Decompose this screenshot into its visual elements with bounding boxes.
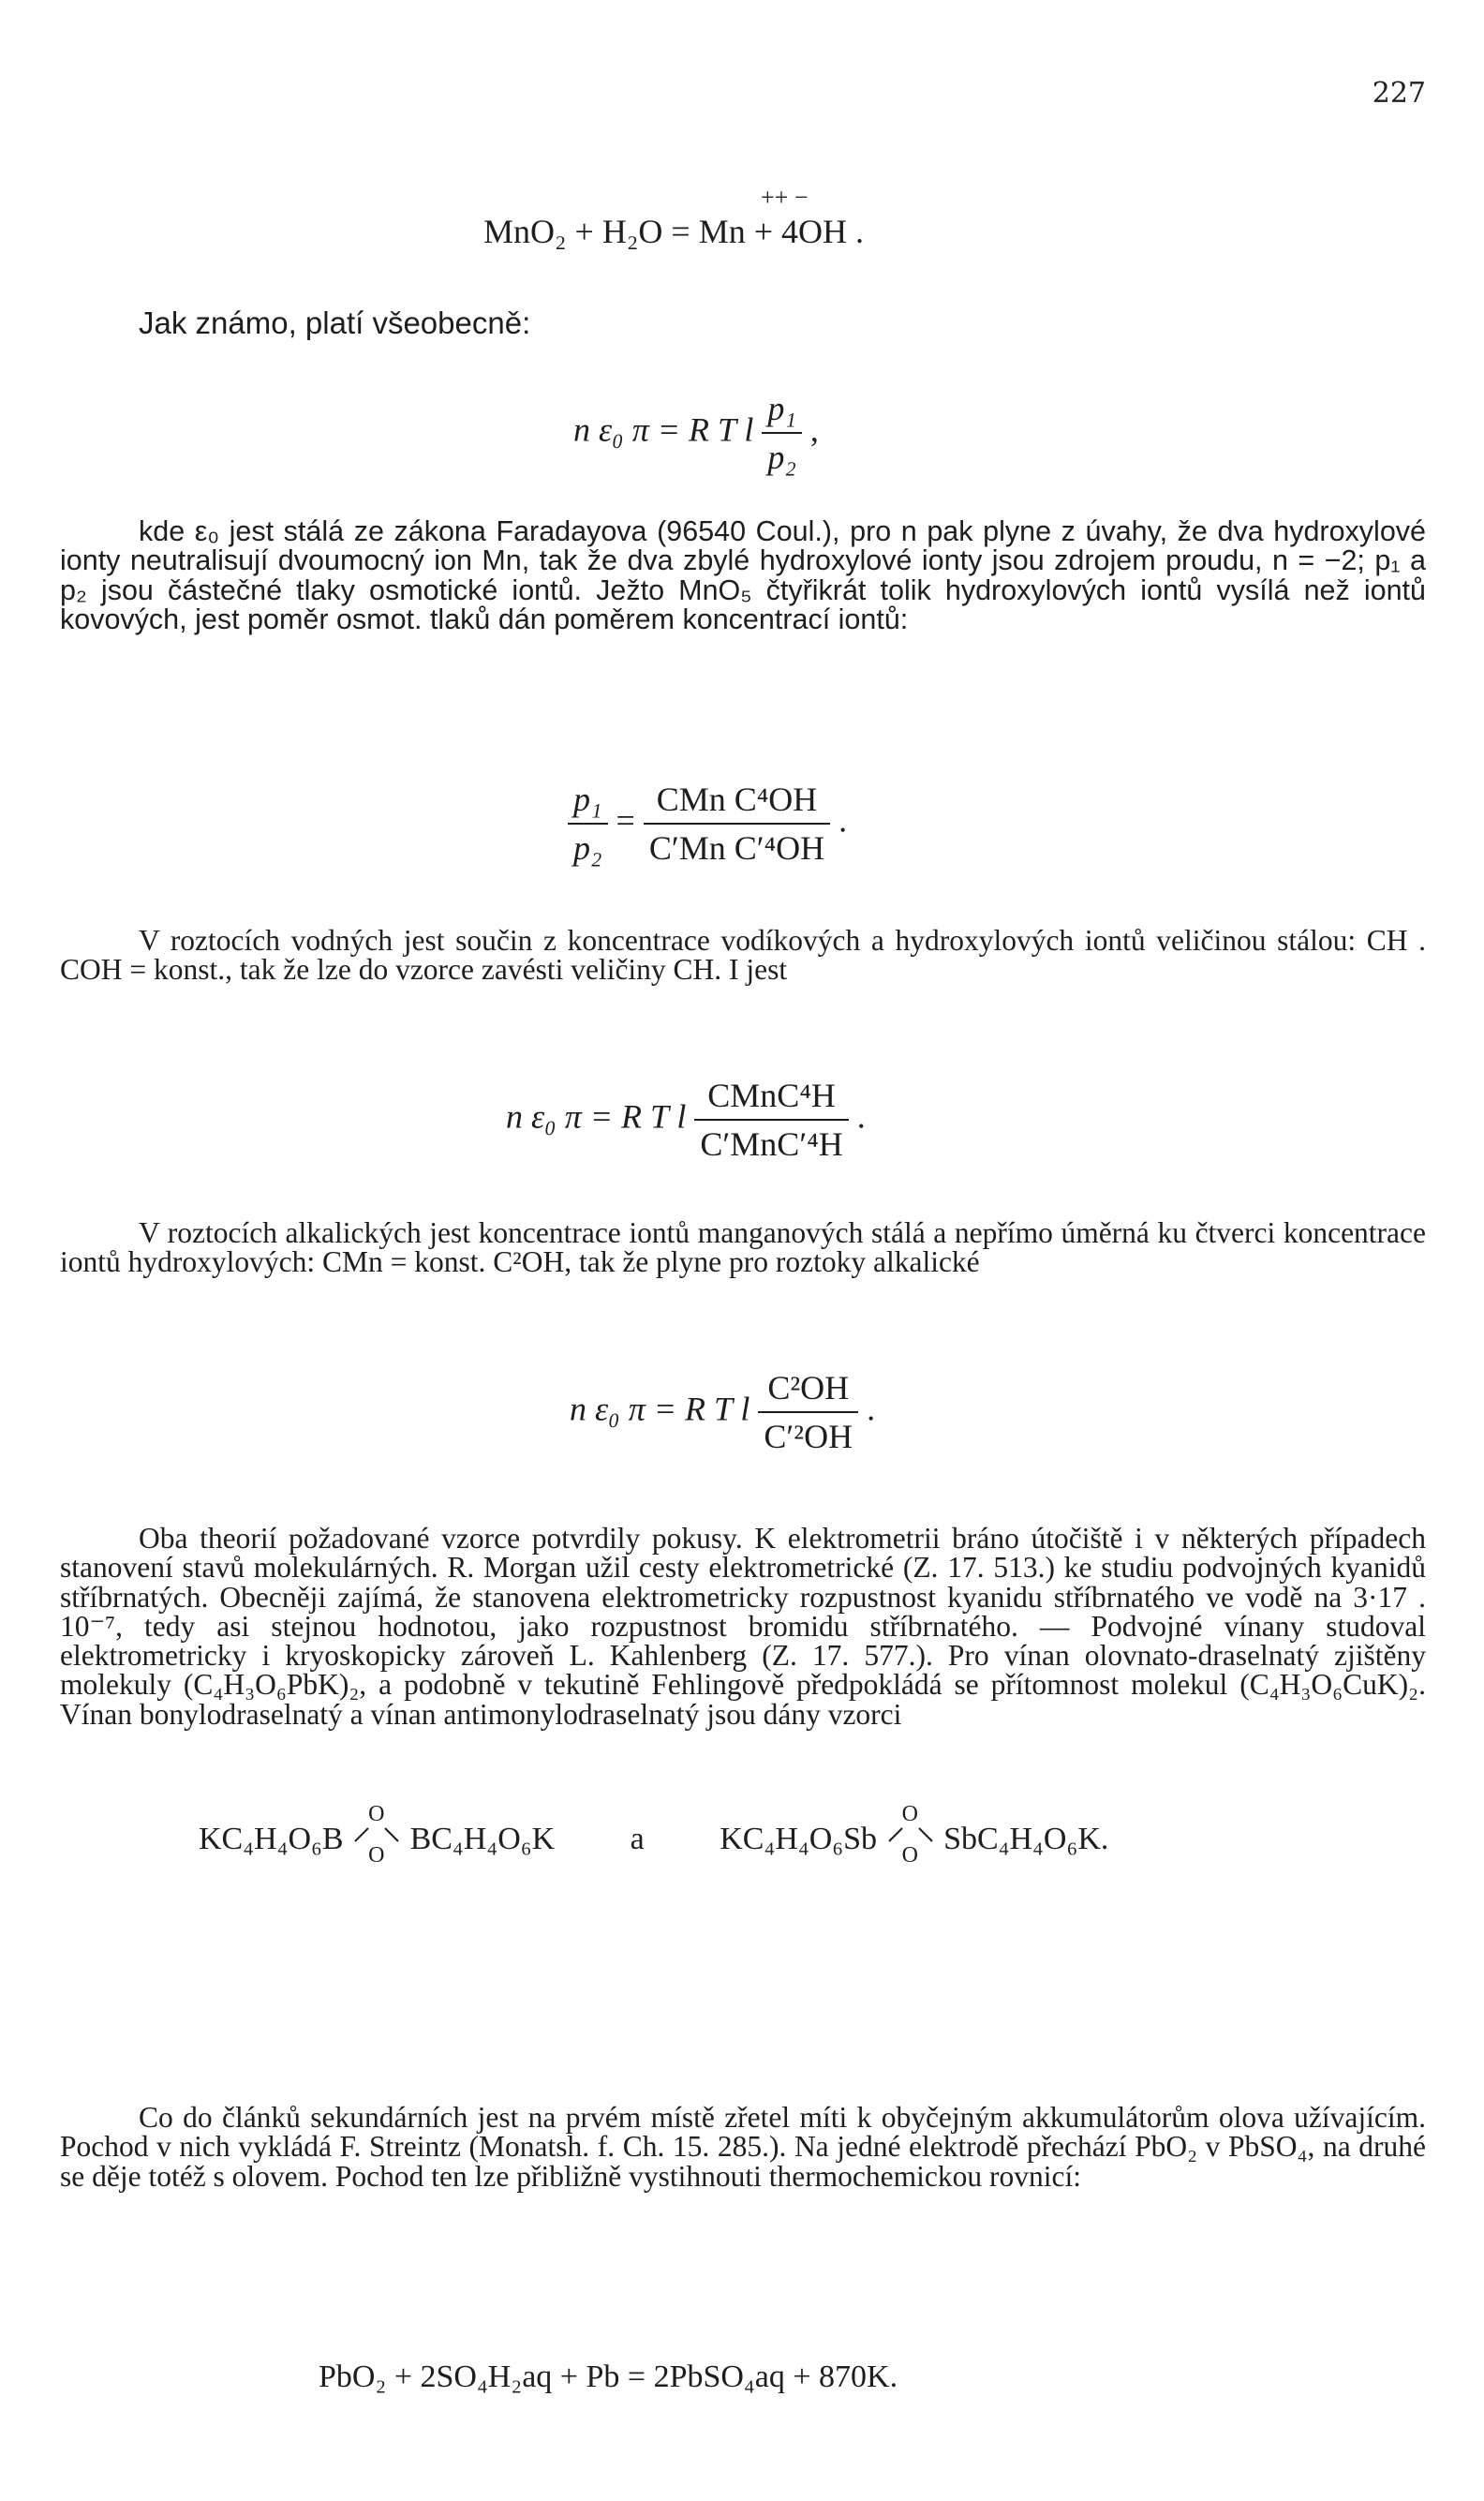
paragraph-1 (60, 517, 1426, 634)
equation-6 (199, 1802, 1109, 1868)
equation-2-lhs: n ε₀ π = R T l (573, 410, 754, 449)
equation-2-fraction (762, 389, 802, 477)
equation-2-denominator: p₂ (767, 439, 796, 476)
equation-4 (506, 1076, 866, 1164)
equation-3-tail: . (838, 801, 848, 840)
equation-3-rhs-numerator: CMn C⁴OH (656, 781, 818, 818)
equation-4-denominator: C′MnC′⁴H (694, 1119, 848, 1164)
paragraph-5-text: Co do článků sekundárních jest na prvém místě zřetel míti k obyčejným akkumulátorům olova užívajícím. Pochod v nich vykládá F. Streintz (Monatsh. f. Ch. 15. 285.). Na jedné elektrodě přechází PbO₂ v PbSO₄, na druhé se děje totéž s olovem. Pochod ten lze přibližně vystihnouti thermochemickou rovnicí: (60, 2101, 1426, 2193)
equation-5-tail: . (867, 1390, 876, 1428)
formula-antimonyl-left: KC₄H₄O₆Sb (720, 1822, 878, 1856)
equation-3-lhs-denominator: p₂ (573, 829, 602, 867)
equation-2-numerator: p₁ (767, 390, 796, 427)
equation-3-rhs-denominator: C′Mn C′⁴OH (644, 823, 830, 868)
intro-line: Jak známo, platí všeobecně: (139, 305, 531, 340)
paragraph-2-text: V roztocích vodných jest součin z koncentrace vodíkových a hydroxylových iontů veličinou stálou: CH . COH = konst., tak že lze do vzorce zavésti veličiny CH. I jest (60, 924, 1426, 987)
paragraph-3 (60, 1218, 1426, 1277)
bridge-lines-icon (351, 1823, 402, 1860)
equation-5-lhs: n ε₀ π = R T l (570, 1390, 750, 1428)
equation-7: PbO₂ + 2SO₄H₂aq + Pb = 2PbSO₄aq + 870K. (319, 2360, 898, 2394)
equation-3-lhs (568, 780, 608, 868)
equation-4-numerator: CMnC⁴H (707, 1077, 836, 1114)
equation-5-denominator: C′²OH (758, 1411, 858, 1456)
equation-2-tail: , (809, 410, 819, 449)
equation-1 (483, 184, 865, 251)
paragraph-2 (60, 926, 1426, 985)
equation-2 (573, 389, 819, 477)
page-number: 227 (1372, 77, 1426, 110)
paragraph-5 (60, 2103, 1426, 2191)
formula-bonyl-right: BC₄H₄O₆K (409, 1822, 556, 1856)
equation-3: $\frac{\text{p₁}}{\text{p₂}}$ = $\frac{\text{CMn C⁴OH}}{\text{C′Mn C′⁴OH}}$ . (568, 780, 847, 868)
equation-3-rhs (644, 780, 830, 868)
equation-4-tail: . (856, 1097, 866, 1136)
bridge-lines-2-icon (885, 1823, 936, 1860)
equation-1-text: MnO₂ + H₂O = Mn + 4OH . (483, 213, 865, 250)
paragraph-3-text: V roztocích alkalických jest koncentrace iontů manganových stálá a nepřímo úměrná ku čtverci koncentrace iontů hydroxylových: CMn = konst. C²OH, tak že plyne pro roztoky alkalické (60, 1216, 1426, 1279)
conjunction: a (630, 1822, 645, 1856)
equation-5 (570, 1368, 875, 1456)
equation-5-fraction (758, 1368, 858, 1456)
oxygen-bridge-2: O O (885, 1823, 936, 1860)
paragraph-1-text: kde ε₀ jest stálá ze zákona Faradayova (96540 Coul.), pro n pak plyne z úvahy, že dva hydroxylové ionty neutralisují dvoumocný ion Mn, tak že dva zbylé hydroxylové ionty jsou zdrojem proudu, n = −2; p₁ a p₂ jsou částečné tlaky osmotické iontů. Ježto MnO₅ čtyřikrát tolik hydroxylových iontů vysílá než iontů kovových, jest poměr osmot. tlaků dán poměrem koncentrací iontů: (60, 515, 1426, 635)
formula-antimonyl-right: SbC₄H₄O₆K. (943, 1822, 1109, 1856)
oxygen-bridge-1: O O (351, 1823, 402, 1860)
paragraph-4 (60, 1524, 1426, 1729)
equation-3-lhs-numerator: p₁ (573, 781, 602, 818)
equation-5-numerator: C²OH (767, 1369, 850, 1407)
equation-4-lhs: n ε₀ π = R T l (506, 1097, 687, 1136)
equation-4-fraction (694, 1076, 848, 1164)
paragraph-4-text: Oba theorií požadované vzorce potvrdily pokusy. K elektrometrii bráno útočiště i v některých případech stanovení stavů molekulárných. R. Morgan užil cesty elektrometrické (Z. 17. 513.) ke studiu podvojných kyanidů stříbrnatých. Obecněji zajímá, že stanovena elektrometricky rozpustnost kyanidu stříbrnatého ve vodě na 3·17 . 10⁻⁷, tedy asi stejnou hodnotou, jako rozpustnost bromidu stříbrnatého. — Podvojné vínany studoval elektrometricky i kryoskopicky zároveň L. Kahlenberg (Z. 17. 577.). Pro vínan olovnato-draselnatý zjištěny molekuly (C₄H₃O₆PbK)₂, a podobně v tekutině Fehlingově předpokládá se přítomnost molekul (C₄H₃O₆CuK)₂. Vínan bonylodraselnatý a vínan antimonylodraselnatý jsou dány vzorci (60, 1522, 1426, 1731)
ion-charges: ++ − (761, 184, 809, 211)
formula-bonyl-left: KC₄H₄O₆B (199, 1822, 344, 1856)
